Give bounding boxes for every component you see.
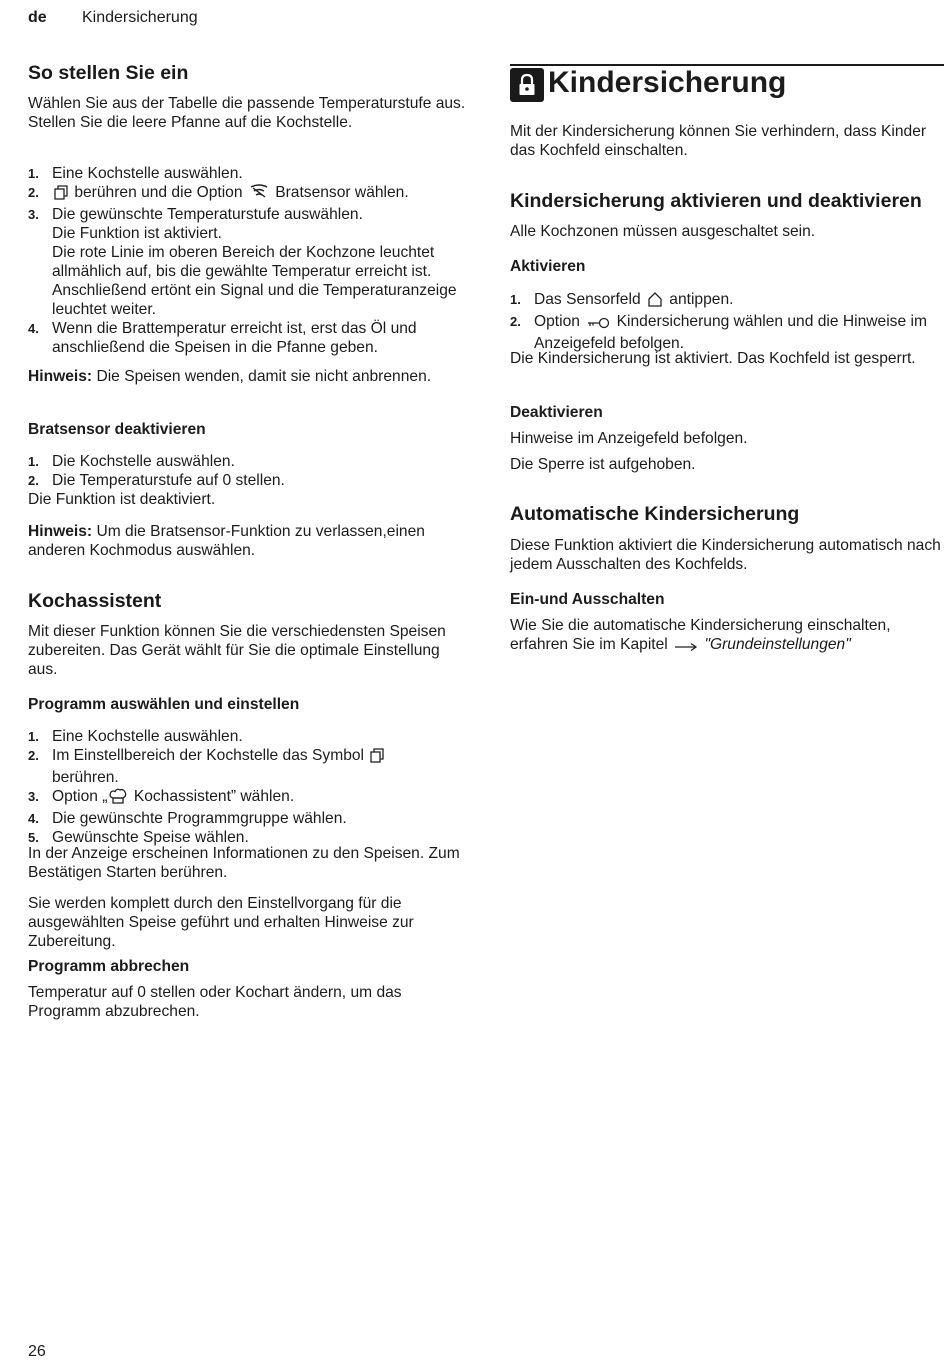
steps-programm (28, 727, 468, 847)
hinweis-note-2: Hinweis: Um die Bratsensor-Funktion zu verlassen,einen anderen Kochmodus auswählen. (28, 523, 425, 559)
list-item: 2. Die Temperaturstufe auf 0 stellen. (28, 472, 285, 489)
list-item: 1. Das Sensorfeld antippen. (510, 290, 944, 312)
deaktivieren-title: Deaktivieren (510, 404, 603, 421)
kochassistent-intro: Mit dieser Funktion können Sie die verschiedensten Speisen zubereiten. Das Gerät wählt für Sie die optimale Einstellung aus. (28, 623, 446, 678)
list-item: 5. Gewünschte Speise wählen. (28, 829, 249, 846)
header-section: Kindersicherung (82, 9, 198, 26)
akt-deakt-intro: Alle Kochzonen müssen ausgeschaltet sein. (510, 223, 816, 240)
abbrechen-title: Programm abbrechen (28, 958, 190, 975)
key-icon (586, 315, 610, 334)
page-header (28, 9, 198, 27)
akt-result: Die Kindersicherung ist aktiviert. Das Kochfeld ist gesperrt. (510, 350, 916, 367)
auto-title: Automatische Kindersicherung (510, 503, 800, 525)
so-stellen-title: So stellen Sie ein (28, 62, 189, 84)
list-item: 1. Eine Kochstelle auswählen. (28, 165, 243, 182)
deakt-text-1: Hinweise im Anzeigefeld befolgen. (510, 430, 748, 447)
programm-note: Sie werden komplett durch den Einstellvorgang für die ausgewählten Speise geführt und erhalten Hinweise zur Zubereitung. (28, 895, 414, 950)
so-stellen-intro: Wählen Sie aus der Tabelle die passende Temperaturstufe aus. Stellen Sie die leere Pfanne auf die Kochstelle. (28, 95, 466, 131)
bratsensor-title: Bratsensor deaktivieren (28, 421, 206, 438)
steps-bratsensor (28, 452, 468, 490)
home-icon (647, 291, 663, 312)
einaus-title: Ein-und Ausschalten (510, 591, 665, 608)
akt-deakt-title: Kindersicherung aktivieren und deaktivieren (510, 190, 922, 212)
page-number: 26 (28, 1343, 46, 1360)
grundeinstellungen-link[interactable]: "Grundeinstellungen" (704, 636, 851, 653)
programm-result: In der Anzeige erscheinen Informationen zu den Speisen. Zum Bestätigen Starten berühren. (28, 845, 460, 881)
steps-aktivieren (510, 290, 944, 353)
arrow-right-icon (674, 638, 698, 657)
list-item: 3. Die gewünschte Temperaturstufe auswählen. Die Funktion ist aktiviert. Die rote Linie im oberen Bereich der Kochzone leuchtet allmählich auf, bis die gewählte Temperatur erreicht ist. Anschließend ertönt ein Signal und die Temperaturanzeige leuchtet weiter. (28, 206, 457, 318)
list-item: 1. Die Kochstelle auswählen. (28, 453, 235, 470)
list-item: 2. berühren und die Option Bratsensor wählen. (28, 183, 468, 205)
steps-so-stellen (28, 164, 468, 357)
list-item: 3. Option „ Kochassistent” wählen. (28, 787, 468, 809)
list-item: 4. Wenn die Brattemperatur erreicht ist, erst das Öl und anschließend die Speisen in die Pfanne geben. (28, 320, 417, 356)
list-item: 2. Option Kindersicherung wählen und die Hinweise im Anzeigefeld befolgen. (510, 313, 927, 352)
list-item: 1. Eine Kochstelle auswählen. (28, 728, 243, 745)
kindersicherung-heading (510, 64, 944, 102)
menu-icon (54, 185, 68, 205)
deakt-text-2: Die Sperre ist aufgehoben. (510, 456, 696, 473)
einaus-text: Wie Sie die automatische Kindersicherung einschalten, erfahren Sie im Kapitel "Grundeinstellungen" (510, 616, 944, 657)
lock-icon (510, 68, 544, 102)
list-item: 4. Die gewünschte Programmgruppe wählen. (28, 810, 347, 827)
kochassistent-title: Kochassistent (28, 590, 162, 612)
chef-hat-icon (109, 788, 127, 809)
language-code: de (28, 9, 47, 26)
kindersicherung-intro: Mit der Kindersicherung können Sie verhindern, dass Kinder das Kochfeld einschalten. (510, 123, 927, 159)
auto-text: Diese Funktion aktiviert die Kindersicherung automatisch nach jedem Ausschalten des Kochfelds. (510, 537, 941, 573)
hinweis-note-1: Hinweis: Die Speisen wenden, damit sie nicht anbrennen. (28, 368, 432, 385)
menu-icon (370, 748, 384, 768)
bratsensor-result: Die Funktion ist deaktiviert. (28, 491, 216, 508)
bratsensor-icon (249, 184, 269, 205)
list-item: 2. Im Einstellbereich der Kochstelle das Symbol berühren. (28, 746, 468, 787)
abbrechen-text: Temperatur auf 0 stellen oder Kochart ändern, um das Programm abzubrechen. (28, 984, 402, 1020)
page-title: Kindersicherung (548, 66, 787, 99)
programm-title: Programm auswählen und einstellen (28, 696, 300, 713)
aktivieren-title: Aktivieren (510, 258, 586, 275)
